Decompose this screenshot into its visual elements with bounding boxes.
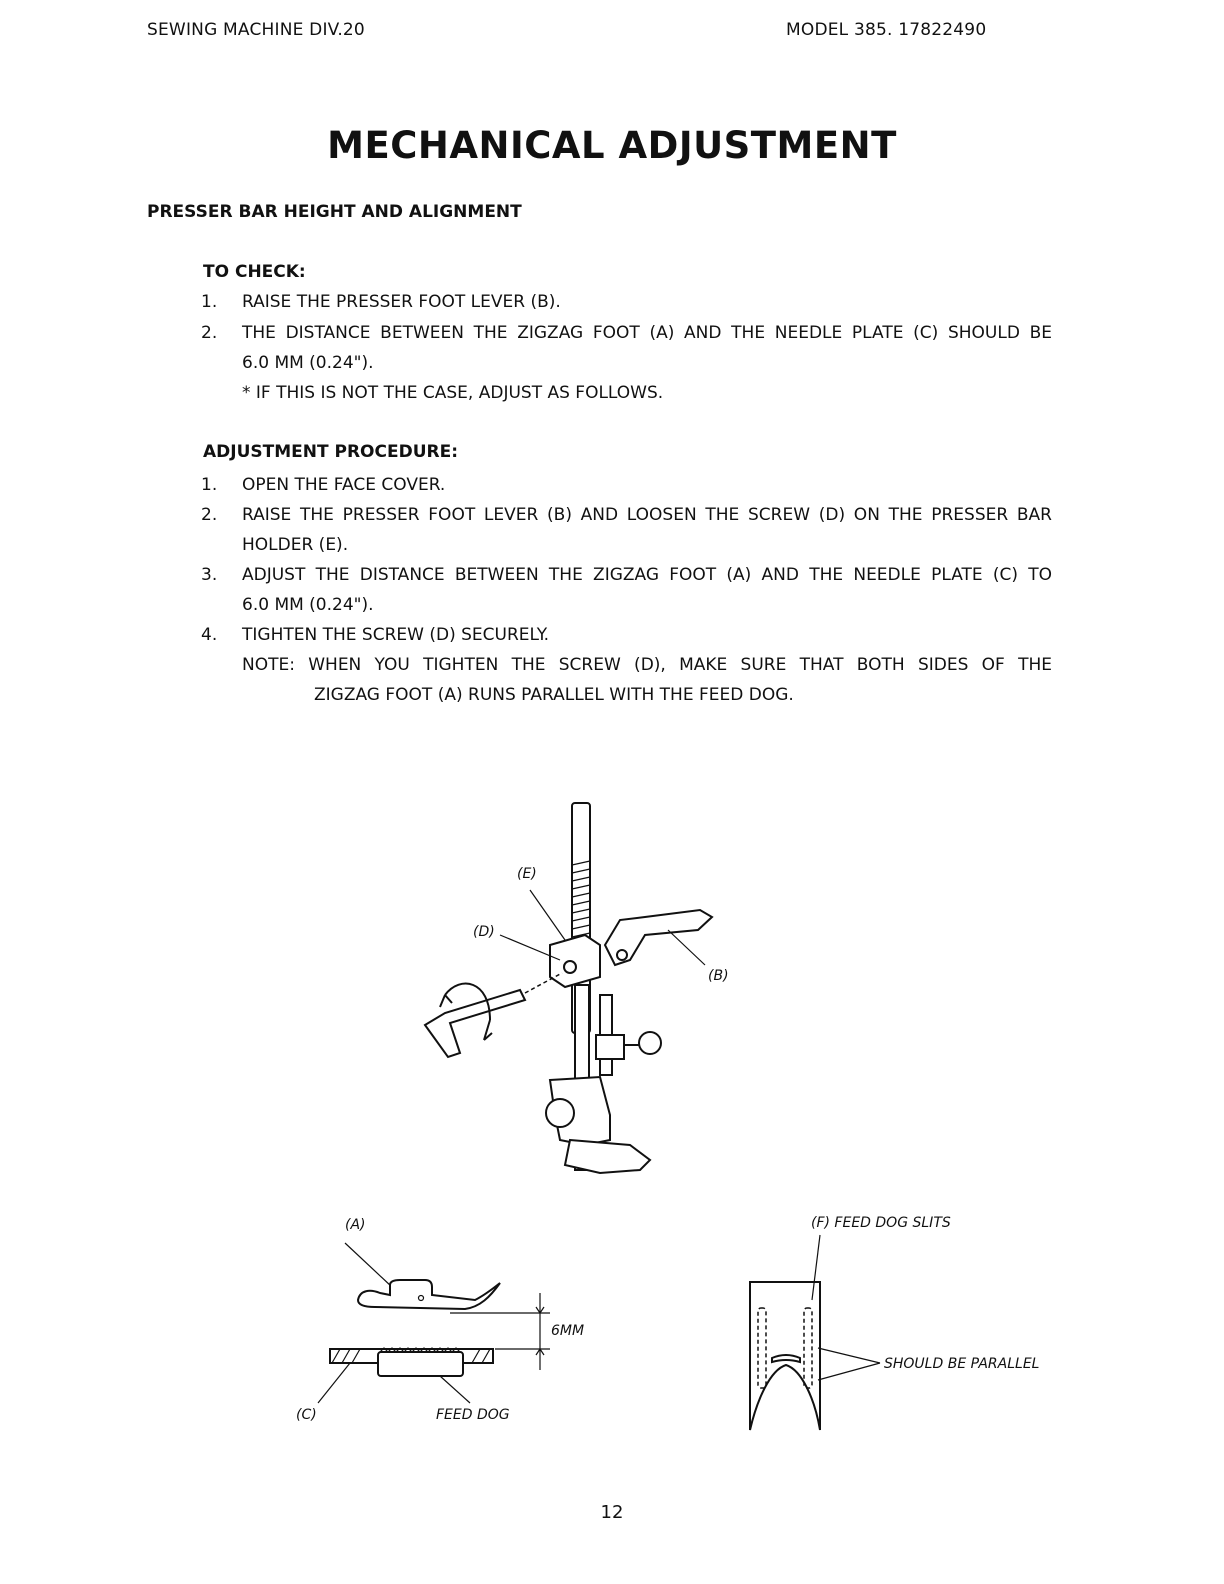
procedure-note-line-1: NOTE: WHEN YOU TIGHTEN THE SCREW (D), MAKE SURE THAT BOTH SIDES OF THE (242, 655, 1052, 675)
leader-c (318, 1363, 350, 1403)
label-d: (D) (473, 924, 495, 940)
page-number: 12 (600, 1502, 624, 1523)
label-feed-dog-slits: (F) FEED DOG SLITS (811, 1215, 951, 1231)
feed-dog-slit-left (758, 1308, 766, 1388)
check-step-1: RAISE THE PRESSER FOOT LEVER (B). (242, 292, 561, 312)
procedure-step-1: OPEN THE FACE COVER. (242, 475, 446, 495)
leader-e (530, 890, 565, 940)
leader-feed-dog (440, 1376, 470, 1403)
clamp-thumb-screw (639, 1032, 661, 1054)
header-left: SEWING MACHINE DIV.20 (147, 20, 365, 40)
holder-screw (564, 961, 576, 973)
label-b: (B) (708, 968, 729, 984)
presser-bar-illustration (400, 795, 740, 1185)
check-note: * IF THIS IS NOT THE CASE, ADJUST AS FOLLOWS. (242, 383, 664, 403)
procedure-step-2-line-1: RAISE THE PRESSER FOOT LEVER (B) AND LOOSEN THE SCREW (D) ON THE PRESSER BAR (242, 505, 1052, 525)
check-step-2-line-1: THE DISTANCE BETWEEN THE ZIGZAG FOOT (A) AND THE NEEDLE PLATE (C) SHOULD BE (242, 323, 1052, 343)
label-6mm: 6MM (551, 1323, 585, 1339)
to-check-title: TO CHECK: (203, 262, 306, 282)
presser-bar-holder (550, 935, 600, 987)
label-feed-dog: FEED DOG (436, 1407, 510, 1423)
check-step-2-number: 2. (201, 323, 218, 343)
feed-dog (378, 1352, 463, 1376)
procedure-step-4: TIGHTEN THE SCREW (D) SECURELY. (242, 625, 550, 645)
label-e: (E) (517, 866, 537, 882)
procedure-note-line-2: ZIGZAG FOOT (A) RUNS PARALLEL WITH THE FEED DOG. (314, 685, 794, 705)
zigzag-foot (565, 1140, 650, 1173)
procedure-step-4-number: 4. (201, 625, 218, 645)
procedure-step-1-number: 1. (201, 475, 218, 495)
label-c: (C) (296, 1407, 317, 1423)
header-right: MODEL 385. 17822490 (786, 20, 987, 40)
procedure-step-2-line-2: HOLDER (E). (242, 535, 349, 555)
check-step-1-number: 1. (201, 292, 218, 312)
page-title: MECHANICAL ADJUSTMENT (327, 124, 897, 167)
parallel-leader-bottom (818, 1363, 880, 1380)
allen-key (425, 990, 525, 1057)
parallel-leader-top (818, 1348, 880, 1363)
procedure-step-2-number: 2. (201, 505, 218, 525)
procedure-title: ADJUSTMENT PROCEDURE: (203, 442, 459, 462)
procedure-step-3-line-2: 6.0 MM (0.24"). (242, 595, 374, 615)
foot-screw (546, 1099, 574, 1127)
leader-a (345, 1243, 392, 1287)
check-step-2-line-2: 6.0 MM (0.24"). (242, 353, 374, 373)
label-should-be-parallel: SHOULD BE PARALLEL (884, 1356, 1040, 1372)
feed-dog-slits-diagram (740, 1230, 900, 1440)
leader-b (668, 930, 705, 965)
label-a: (A) (345, 1217, 366, 1233)
leader-f (812, 1235, 820, 1300)
section-title: PRESSER BAR HEIGHT AND ALIGNMENT (147, 202, 522, 222)
needle-clamp (596, 1035, 624, 1059)
zigzag-foot-side (358, 1280, 500, 1309)
feed-dog-slit-right (804, 1308, 812, 1388)
procedure-step-3-line-1: ADJUST THE DISTANCE BETWEEN THE ZIGZAG FOOT (A) AND THE NEEDLE PLATE (C) TO (242, 565, 1052, 585)
procedure-step-3-number: 3. (201, 565, 218, 585)
needle-hole (772, 1355, 800, 1362)
